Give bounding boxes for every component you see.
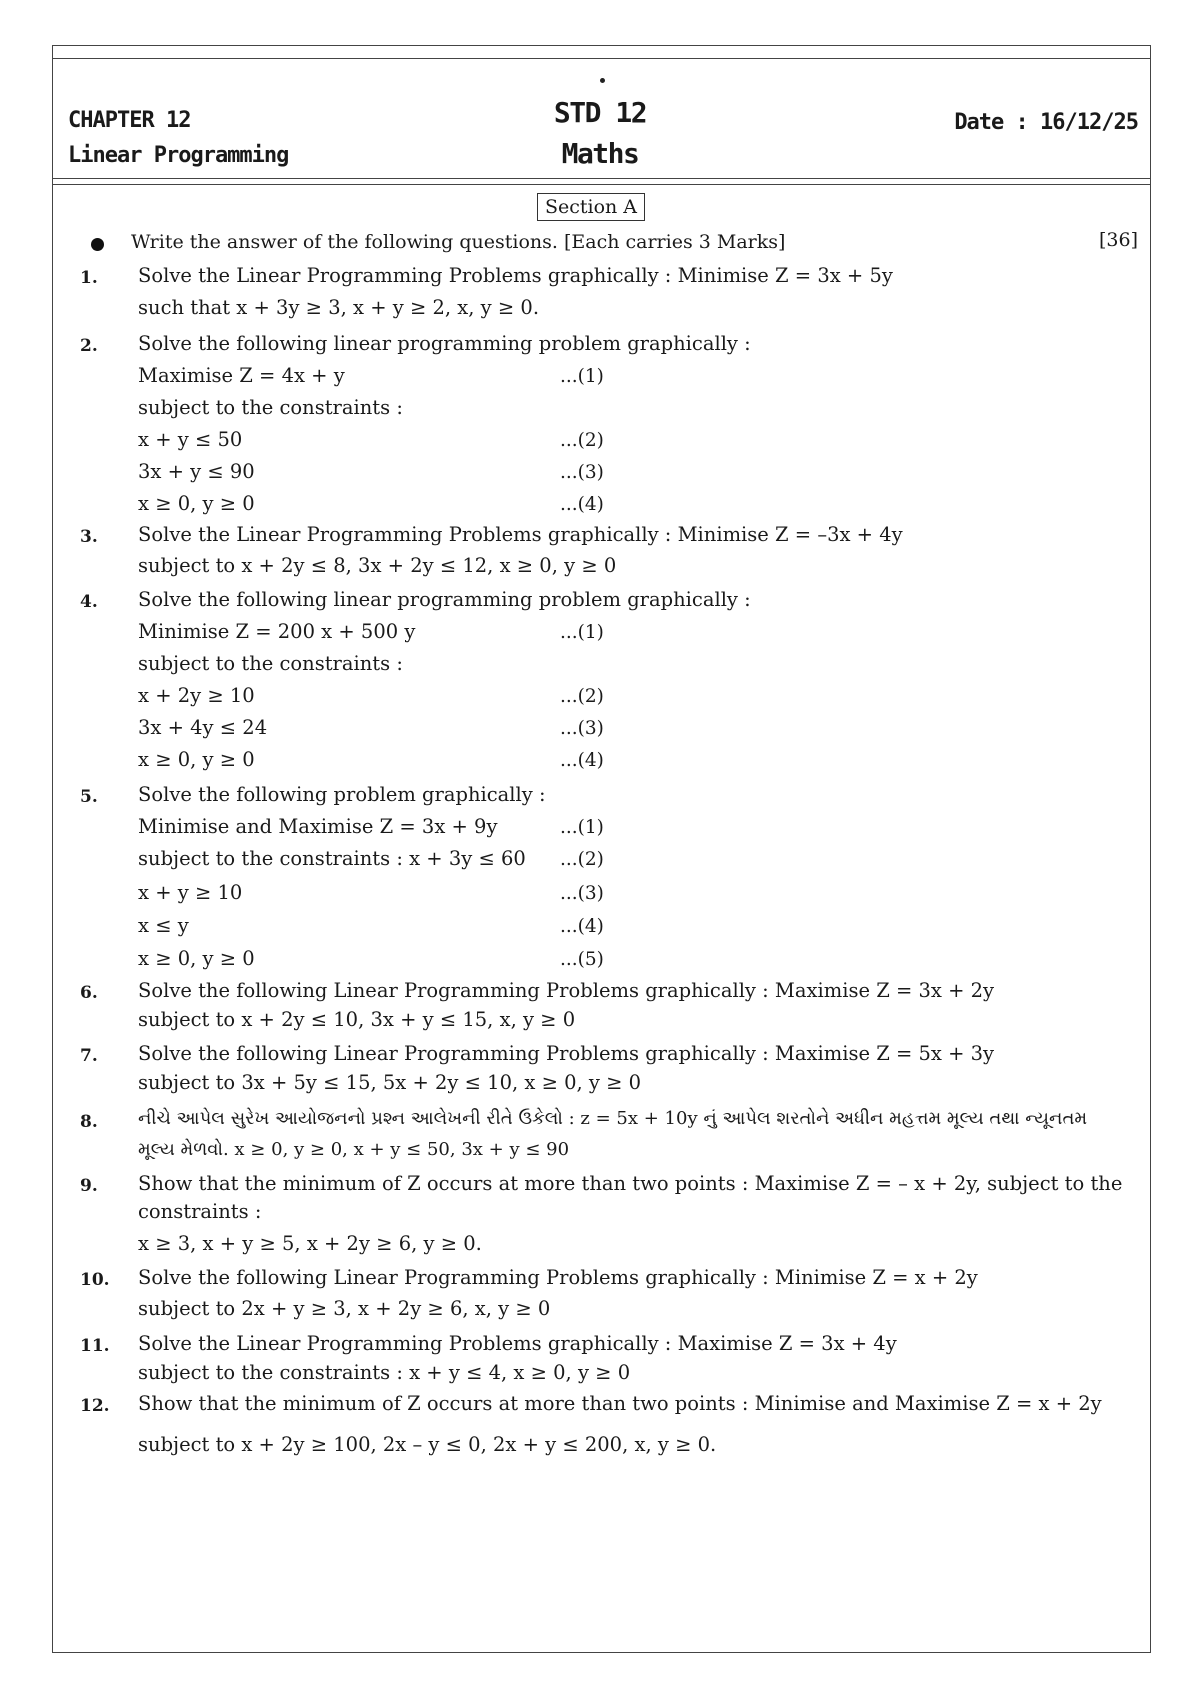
question-line: Solve the following Linear Programming Problems graphically : Minimise Z = x + 2y [138,1266,978,1289]
question-line: Solve the Linear Programming Problems graphically : Maximise Z = 3x + 4y [138,1332,897,1355]
question-line: Solve the Linear Programming Problems graphically : Minimise Z = –3x + 4y [138,523,903,546]
question-number: 9. [80,1176,98,1196]
subject-label: Maths [561,137,639,170]
question-line: x + 2y ≥ 10 [138,684,255,707]
question-line: constraints : [138,1200,262,1223]
question-number: 5. [80,787,98,807]
equation-ref: ...(1) [560,366,604,387]
question-line: subject to the constraints : [138,652,403,675]
question-line: Maximise Z = 4x + y [138,364,345,387]
header-rule-top [52,58,1151,59]
question-number: 8. [80,1112,98,1132]
question-line: subject to 2x + y ≥ 3, x + 2y ≥ 6, x, y ≥ 0 [138,1297,551,1320]
question-line: Solve the following problem graphically : [138,783,546,806]
question-line: Solve the Linear Programming Problems graphically : Minimise Z = 3x + 5y [138,264,893,287]
date-label: Date : 16/12/25 [954,110,1138,135]
question-line: subject to 3x + 5y ≤ 15, 5x + 2y ≤ 10, x ≥ 0, y ≥ 0 [138,1071,642,1094]
question-line: subject to x + 2y ≤ 8, 3x + 2y ≤ 12, x ≥ 0, y ≥ 0 [138,554,617,577]
question-line: x ≥ 3, x + y ≥ 5, x + 2y ≥ 6, y ≥ 0. [138,1232,482,1255]
question-number: 4. [80,592,98,612]
equation-ref: ...(1) [560,622,604,643]
header-rule-bottom-2 [52,184,1151,185]
question-number: 3. [80,527,98,547]
topic-label: Linear Programming [68,143,289,168]
equation-ref: ...(4) [560,750,604,771]
question-line: 3x + 4y ≤ 24 [138,716,268,739]
question-line: Show that the minimum of Z occurs at more than two points : Minimise and Maximise Z = x + 2y [138,1392,1102,1415]
question-line: x ≥ 0, y ≥ 0 [138,947,255,970]
equation-ref: ...(3) [560,718,604,739]
question-line: x + y ≥ 10 [138,881,243,904]
std-label: STD 12 [553,96,647,129]
equation-ref: ...(5) [560,949,604,970]
equation-ref: ...(4) [560,916,604,937]
question-line: subject to x + 2y ≤ 10, 3x + y ≤ 15, x, y ≥ 0 [138,1008,576,1031]
section-title: Section A [537,193,645,221]
equation-ref: ...(1) [560,817,604,838]
question-number: 6. [80,983,98,1003]
chapter-label: CHAPTER 12 [68,108,191,133]
header-dot [600,78,605,83]
question-line: Solve the following Linear Programming Problems graphically : Maximise Z = 3x + 2y [138,979,995,1002]
question-line: subject to the constraints : [138,396,403,419]
question-number: 12. [80,1396,110,1416]
question-line: x ≤ y [138,914,189,937]
question-number: 7. [80,1046,98,1066]
question-line: Solve the following Linear Programming Problems graphically : Maximise Z = 5x + 3y [138,1042,995,1065]
question-line: Minimise Z = 200 x + 500 y [138,620,416,643]
equation-ref: ...(4) [560,494,604,515]
question-number: 11. [80,1336,110,1356]
question-line: Show that the minimum of Z occurs at more than two points : Maximise Z = – x + 2y, subject to the [138,1172,1123,1195]
question-line: Solve the following linear programming problem graphically : [138,332,751,355]
question-line: Solve the following linear programming problem graphically : [138,588,751,611]
instruction-text: Write the answer of the following questions. [Each carries 3 Marks] [131,231,786,253]
header-rule-bottom-1 [52,178,1151,179]
question-line: 3x + y ≤ 90 [138,460,255,483]
equation-ref: ...(2) [560,430,604,451]
question-line: x + y ≤ 50 [138,428,243,451]
question-line: such that x + 3y ≥ 3, x + y ≥ 2, x, y ≥ 0. [138,296,540,319]
question-number: 2. [80,336,98,356]
equation-ref: ...(2) [560,686,604,707]
question-line: subject to the constraints : x + y ≤ 4, x ≥ 0, y ≥ 0 [138,1361,631,1384]
total-marks: [36] [1098,229,1138,251]
bullet-icon [91,238,104,251]
question-line: x ≥ 0, y ≥ 0 [138,748,255,771]
question-line: x ≥ 0, y ≥ 0 [138,492,255,515]
equation-ref: ...(2) [560,849,604,870]
question-line: Minimise and Maximise Z = 3x + 9y [138,815,498,838]
question-line: subject to x + 2y ≥ 100, 2x – y ≤ 0, 2x + y ≤ 200, x, y ≥ 0. [138,1433,717,1456]
equation-ref: ...(3) [560,462,604,483]
equation-ref: ...(3) [560,883,604,904]
question-line: મૂલ્ય મેળવો. x ≥ 0, y ≥ 0, x + y ≤ 50, 3x + y ≤ 90 [138,1139,570,1160]
question-line: subject to the constraints : x + 3y ≤ 60 [138,847,526,870]
question-line: નીચે આપેલ સુરેખ આયોજનનો પ્રશ્ન આલેખની રીતે ઉકેલો : z = 5x + 10y નું આપેલ શરતોને અધીન મહત્તમ મૂલ્ય તથા ન્યૂનતમ [138,1108,1088,1129]
question-number: 1. [80,268,98,288]
question-number: 10. [80,1270,110,1290]
